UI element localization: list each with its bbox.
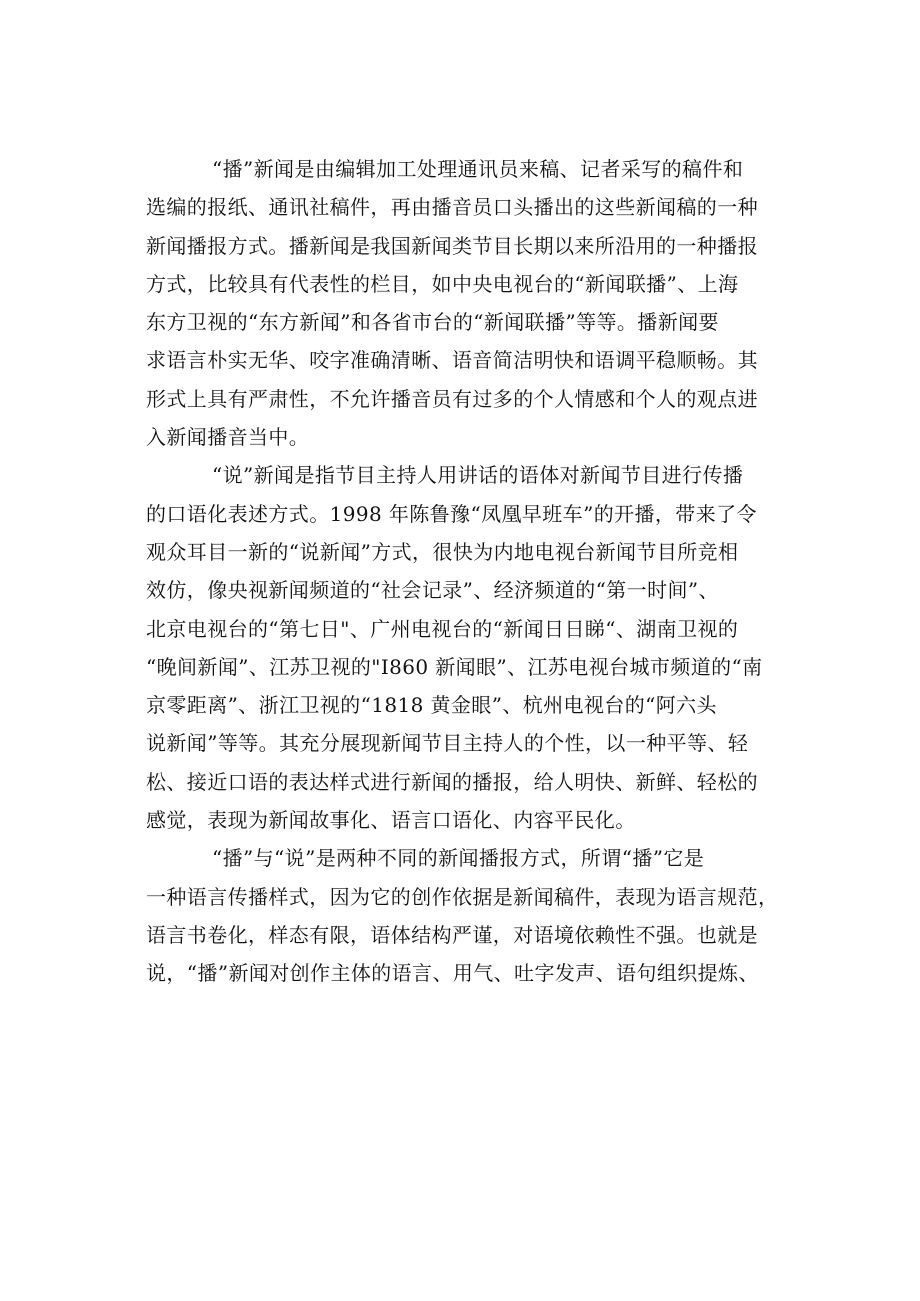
text-line: 语言书卷化，样态有限，语体结构严谨，对语境依赖性不强。也就是 xyxy=(146,922,758,947)
text-line: 入新闻播音当中。 xyxy=(146,425,310,450)
document-body xyxy=(146,150,810,993)
text-line: 京零距离”、浙江卫视的“1818 黄金眼”、杭州电视台的“阿六头 xyxy=(146,693,717,718)
text-line: 观众耳目一新的“说新闻”方式，很快为内地电视台新闻节目所竞相 xyxy=(146,539,739,564)
text-line: 一种语言传播样式，因为它的创作依据是新闻稿件，表现为语言规范， xyxy=(146,884,779,909)
text-line: 形式上具有严肃性，不允许播音员有过多的个人情感和个人的观点进 xyxy=(146,386,758,411)
text-line: “晚间新闻”、江苏卫视的"I860 新闻眼”、江苏电视台城市频道的“南 xyxy=(146,654,763,679)
text-line: 方式，比较具有代表性的栏目，如中央电视台的“新闻联播”、上海 xyxy=(146,271,739,296)
paragraph-comparison xyxy=(146,839,810,992)
text-line: 北京电视台的“第七日"、广州电视台的“新闻日日睇“、湖南卫视的 xyxy=(146,616,739,641)
text-line: 松、接近口语的表达样式进行新闻的播报，给人明快、新鲜、轻松的 xyxy=(146,769,758,794)
text-line: 感觉，表现为新闻故事化、语言口语化、内容平民化。 xyxy=(146,808,636,833)
text-line: 东方卫视的“东方新闻”和各省市台的“新闻联播”等等。播新闻要 xyxy=(146,310,719,335)
text-line: 效仿，像央视新闻频道的“社会记录”、经济频道的“第一时间”、 xyxy=(146,578,719,603)
text-line: 的口语化表述方式。1998 年陈鲁豫“凤凰早班车”的开播，带来了令 xyxy=(146,501,757,526)
text-line: 选编的报纸、通讯社稿件，再由播音员口头播出的这些新闻稿的一种 xyxy=(146,195,758,220)
paragraph-bo-news xyxy=(146,150,810,456)
text-line: “说”新闻是指节目主持人用讲话的语体对新闻节目进行传播 xyxy=(212,463,744,488)
text-line: 说，“播”新闻对创作主体的语言、用气、吐字发声、语句组织提炼、 xyxy=(146,961,759,986)
text-line: 新闻播报方式。播新闻是我国新闻类节目长期以来所沿用的一种播报 xyxy=(146,233,758,258)
text-line: 说新闻”等等。其充分展现新闻节目主持人的个性，以一种平等、轻 xyxy=(146,731,749,756)
text-line: “播”新闻是由编辑加工处理通讯员来稿、记者采写的稿件和 xyxy=(212,157,744,181)
text-line: 求语言朴实无华、咬字准确清晰、语音简洁明快和语调平稳顺畅。其 xyxy=(146,348,758,373)
text-line: “播”与“说”是两种不同的新闻播报方式，所谓“播”它是 xyxy=(212,846,705,871)
paragraph-shuo-news xyxy=(146,456,810,839)
